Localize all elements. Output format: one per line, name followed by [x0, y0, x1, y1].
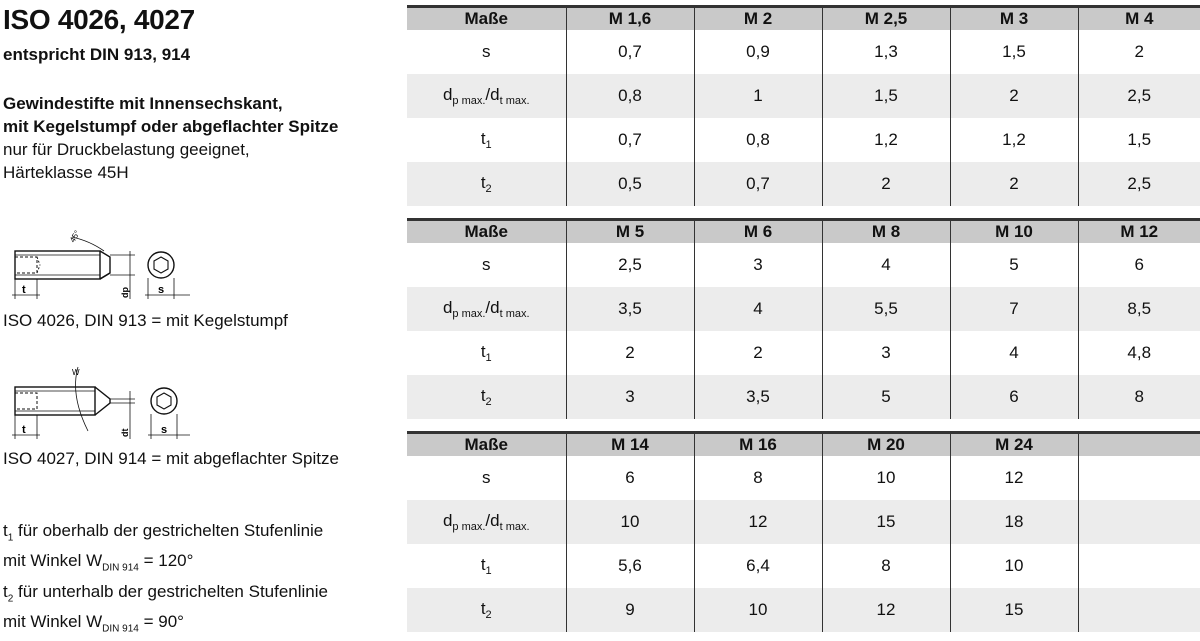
cell: 8 — [694, 456, 822, 500]
cell: 8 — [1078, 375, 1200, 419]
cell: 0,7 — [566, 118, 694, 162]
cell: 3 — [694, 243, 822, 287]
table-row — [407, 287, 1200, 331]
table-row — [407, 162, 1200, 206]
row-label-t2: $t_2$ — [407, 162, 566, 206]
cell: 1 — [694, 74, 822, 118]
table-row — [407, 243, 1200, 287]
left-panel — [0, 0, 400, 634]
table-header-row — [407, 433, 1200, 457]
diagram-flat-point — [0, 355, 200, 445]
table-row — [407, 588, 1200, 632]
size-header: M 16 — [694, 433, 822, 457]
header-label: Maße — [407, 7, 566, 31]
cell: 10 — [950, 544, 1078, 588]
table-row — [407, 544, 1200, 588]
page-subtitle: entspricht DIN 913, 914 — [3, 45, 191, 64]
cell: 4,8 — [1078, 331, 1200, 375]
size-header: M 10 — [950, 220, 1078, 244]
cell: 5 — [950, 243, 1078, 287]
cell: 7 — [950, 287, 1078, 331]
size-header: M 2 — [694, 7, 822, 31]
cell: 2 — [1078, 30, 1200, 74]
cell — [1078, 588, 1200, 632]
note-line: $t_2$ für unterhalb der gestrichelten Stufenlinie — [3, 581, 328, 605]
cell: 3,5 — [694, 375, 822, 419]
row-label-t2: $t_2$ — [407, 375, 566, 419]
dim-label-w: W — [72, 368, 80, 377]
cell: 2 — [950, 74, 1078, 118]
cell: 2,5 — [566, 243, 694, 287]
description-line: mit Kegelstumpf oder abgeflachter Spitze — [3, 117, 339, 136]
size-header: M 24 — [950, 433, 1078, 457]
cell: 0,8 — [694, 118, 822, 162]
cell: 2,5 — [1078, 162, 1200, 206]
cell: 8,5 — [1078, 287, 1200, 331]
row-label-d: $d_{p max.}/d_{t max.}$ — [407, 74, 566, 118]
size-header: M 3 — [950, 7, 1078, 31]
cell — [1078, 500, 1200, 544]
cell: 10 — [694, 588, 822, 632]
size-header: M 2,5 — [822, 7, 950, 31]
size-header: M 6 — [694, 220, 822, 244]
cell: 2 — [822, 162, 950, 206]
dim-label-dp: dp — [120, 287, 130, 298]
row-label-s: s — [482, 255, 491, 274]
row-label-t1: $t_1$ — [480, 129, 492, 151]
cell: 2 — [950, 162, 1078, 206]
cell: 0,5 — [566, 162, 694, 206]
cell: 6 — [566, 456, 694, 500]
cell: 2 — [694, 331, 822, 375]
size-header — [1078, 433, 1200, 457]
size-header: M 12 — [1078, 220, 1200, 244]
row-label-t1: $t_1$ — [480, 342, 492, 364]
table-row — [407, 456, 1200, 500]
cell: 2 — [566, 331, 694, 375]
cell: 1,5 — [1078, 118, 1200, 162]
row-label-d: $d_{p max.}/d_{t max.}$ — [407, 500, 566, 544]
cell: 1,5 — [950, 30, 1078, 74]
cell: 10 — [822, 456, 950, 500]
cell: 0,9 — [694, 30, 822, 74]
cell: 0,7 — [694, 162, 822, 206]
cell: 4 — [822, 243, 950, 287]
table-row — [407, 118, 1200, 162]
cell: 3 — [566, 375, 694, 419]
table-row — [407, 30, 1200, 74]
header-label: Maße — [407, 220, 566, 244]
cell: 6,4 — [694, 544, 822, 588]
cell: 12 — [694, 500, 822, 544]
note-line: mit Winkel $W_{DIN 914} = 120^\circ$ — [3, 551, 194, 574]
row-label-s: s — [482, 468, 491, 487]
description-line: Gewindestifte mit Innensechskant, — [3, 94, 283, 113]
table-header-row — [407, 220, 1200, 244]
diagram-caption: ISO 4026, DIN 913 = mit Kegelstumpf — [3, 311, 288, 330]
dim-label-t: t — [22, 284, 26, 296]
table-row — [407, 375, 1200, 419]
description — [3, 92, 338, 184]
cell: 8 — [822, 544, 950, 588]
cell: 9 — [566, 588, 694, 632]
dim-label-t: t — [22, 424, 26, 436]
cell: 5,6 — [566, 544, 694, 588]
dim-label-angle: 45° — [67, 229, 82, 244]
header-label: Maße — [407, 433, 566, 457]
description-line: nur für Druckbelastung geeignet, — [3, 140, 250, 159]
cell: 5,5 — [822, 287, 950, 331]
diagram-cone-point — [0, 215, 200, 305]
diagram-caption: ISO 4027, DIN 914 = mit abgeflachter Spitze — [3, 449, 339, 468]
cell: 0,7 — [566, 30, 694, 74]
cell: 1,5 — [822, 74, 950, 118]
description-line: Härteklasse 45H — [3, 163, 129, 182]
cell: 1,2 — [950, 118, 1078, 162]
dimension-table-2 — [407, 218, 1200, 419]
row-label-t2: $t_2$ — [407, 588, 566, 632]
dim-label-s: s — [161, 424, 168, 436]
cell: 2,5 — [1078, 74, 1200, 118]
cell: 6 — [950, 375, 1078, 419]
cell: 18 — [950, 500, 1078, 544]
cell — [1078, 456, 1200, 500]
cell: 3 — [822, 331, 950, 375]
cell: 4 — [694, 287, 822, 331]
table-row — [407, 74, 1200, 118]
table-row — [407, 331, 1200, 375]
size-header: M 20 — [822, 433, 950, 457]
dimension-table-3 — [407, 431, 1200, 632]
row-label-t1: $t_1$ — [480, 555, 492, 577]
dim-label-s: s — [158, 284, 165, 296]
size-header: M 5 — [566, 220, 694, 244]
note-line: mit Winkel $W_{DIN 914} = 90^\circ$ — [3, 612, 184, 635]
size-header: M 8 — [822, 220, 950, 244]
row-label-s: s — [482, 42, 491, 61]
cell: 15 — [950, 588, 1078, 632]
dimension-table-1 — [407, 5, 1200, 206]
cell: 1,2 — [822, 118, 950, 162]
size-header: M 14 — [566, 433, 694, 457]
cell: 0,8 — [566, 74, 694, 118]
cell — [1078, 544, 1200, 588]
size-header: M 4 — [1078, 7, 1200, 31]
table-header-row — [407, 7, 1200, 31]
cell: 3,5 — [566, 287, 694, 331]
note-line: $t_1$ für oberhalb der gestrichelten Stufenlinie — [3, 521, 324, 544]
table-row — [407, 500, 1200, 544]
cell: 6 — [1078, 243, 1200, 287]
cell: 10 — [566, 500, 694, 544]
cell: 4 — [950, 331, 1078, 375]
dim-label-dt: dt — [120, 428, 130, 437]
cell: 15 — [822, 500, 950, 544]
page-title: ISO 4026, 4027 — [3, 4, 195, 35]
notes — [3, 519, 328, 641]
cell: 12 — [822, 588, 950, 632]
row-label-d: $d_{p max.}/d_{t max.}$ — [407, 287, 566, 331]
size-header: M 1,6 — [566, 7, 694, 31]
cell: 12 — [950, 456, 1078, 500]
cell: 5 — [822, 375, 950, 419]
cell: 1,3 — [822, 30, 950, 74]
